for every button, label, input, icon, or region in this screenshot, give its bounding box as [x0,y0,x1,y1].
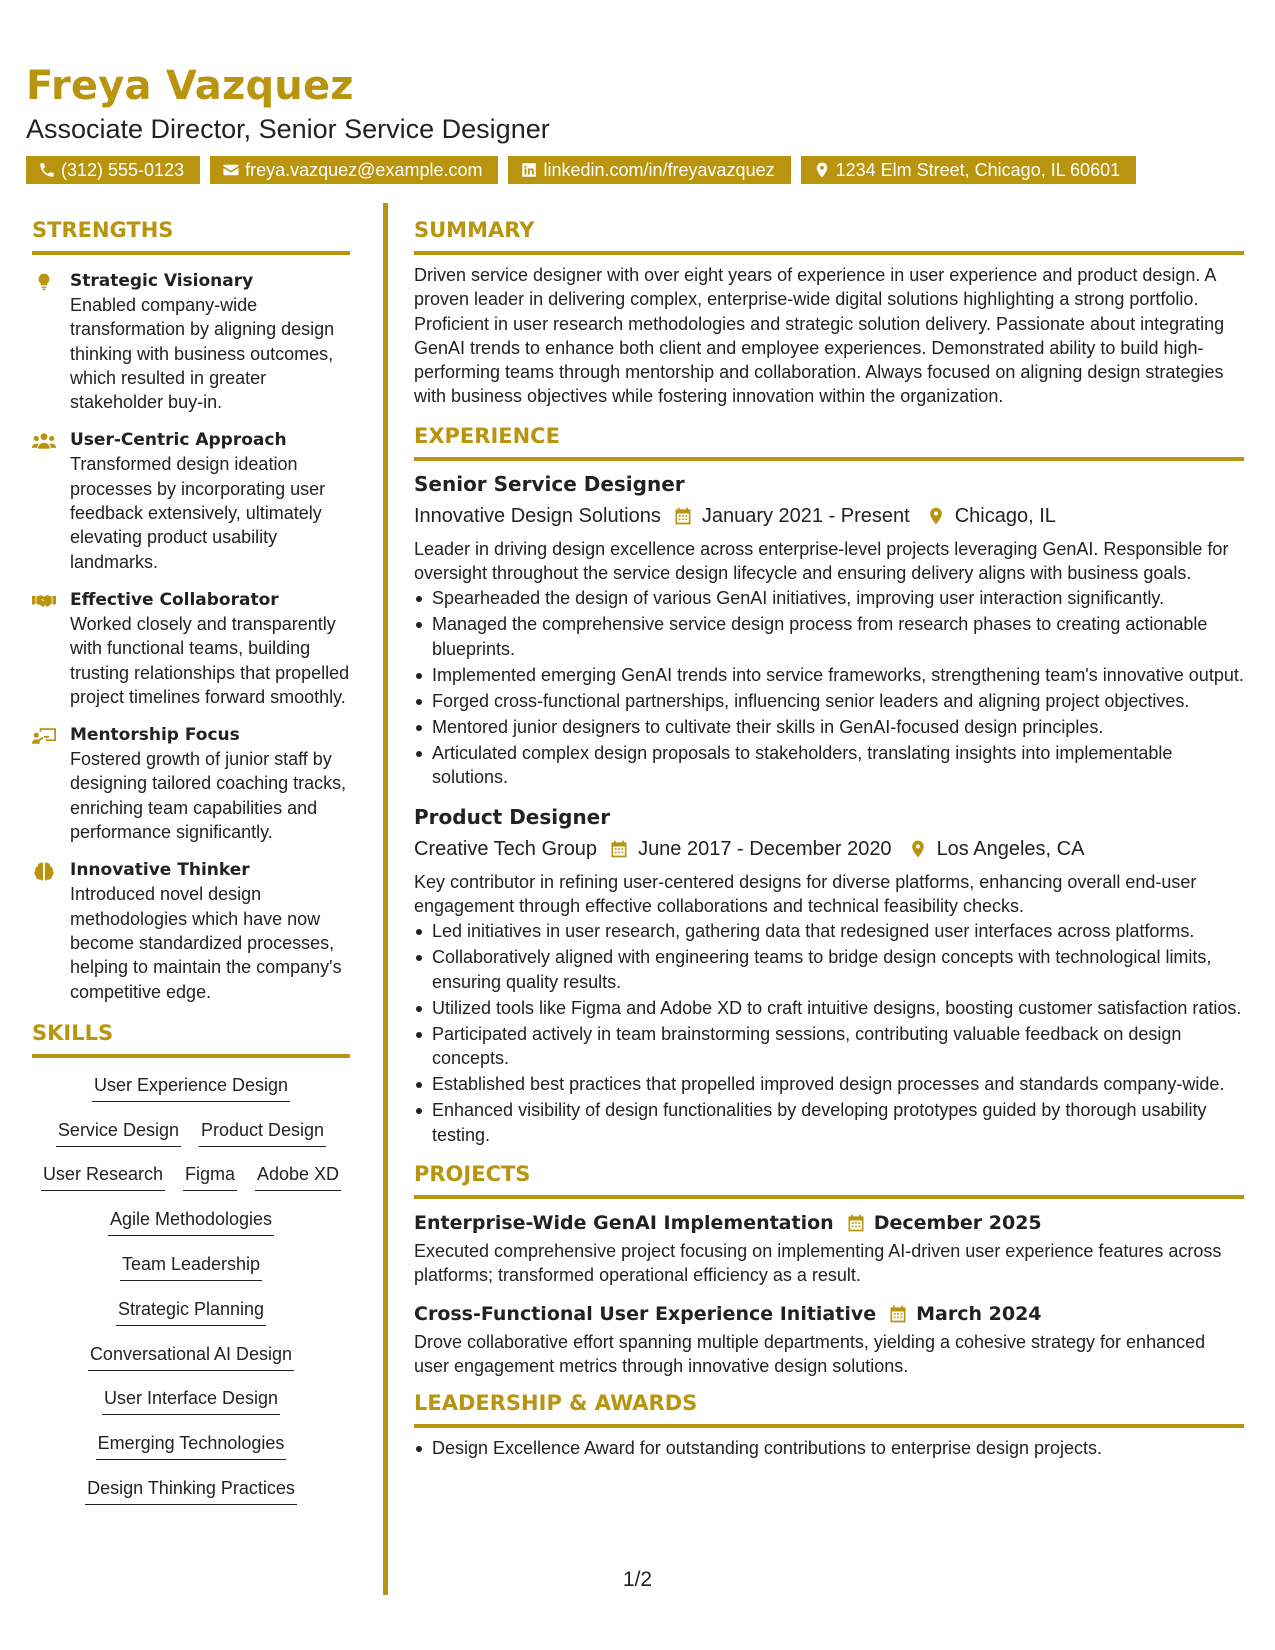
project-description: Executed comprehensive project focusing on implementing AI-driven user experience features across platforms; transformed operational efficiency as a result. [414,1240,1222,1286]
contact-phone-text: (312) 555-0123 [61,160,185,180]
skills-list [32,1072,350,1520]
skill-tag: User Research [41,1161,165,1191]
skill-tag: Conversational AI Design [88,1341,294,1371]
job-bullet: Collaboratively aligned with engineering teams to bridge design concepts with technological limits, ensuring quality results. [414,945,1244,994]
project-description: Drove collaborative effort spanning multiple departments, yielding a cohesive strategy for enhanced user engagement metrics through innovative design solutions. [414,1331,1206,1376]
chalkboard-teacher-icon [32,726,56,746]
brain-icon [32,861,56,881]
skill-tag: Service Design [56,1117,181,1147]
strength-item [32,858,350,1003]
job-bullet: Forged cross-functional partnerships, influencing senior leaders and aligning project objectives. [414,689,1244,713]
strength-item [32,723,350,844]
strength-desc: Transformed design ideation processes by incorporating user feedback extensively, ultimately elevating product usability landmarks. [70,454,326,572]
left-column [32,215,350,1520]
contact-address-text: 1234 Elm Street, Chicago, IL 60601 [835,160,1121,180]
calendar-icon [888,1304,908,1324]
skill-tag: Figma [183,1161,237,1191]
strength-desc: Fostered growth of junior staff by designing tailored coaching tracks, enriching team capabilities and performance significantly. [70,749,347,843]
job-bullets [414,586,1244,789]
strength-desc: Worked closely and transparently with functional teams, building trusting relationships that propelled project timelines forward smoothly. [70,613,350,707]
strength-title: Effective Collaborator [70,589,279,610]
job-bullet: Led initiatives in user research, gathering data that redesigned user interfaces across platforms. [414,919,1244,943]
job-description: Leader in driving design excellence across enterprise-level projects leveraging GenAI. Responsible for oversight throughout the service design lifecycle and ensuring delivery aligns with business goals. [414,538,1229,584]
project-title: Cross-Functional User Experience Initiative [414,1302,877,1325]
column-divider [383,203,388,1595]
job-description: Key contributor in refining user-centered designs for diverse platforms, enhancing overall end-user engagement through effective collaborations and technical feasibility checks. [414,871,1197,917]
calendar-icon [609,839,629,859]
skill-tag: Product Design [199,1117,326,1147]
map-pin-icon [926,506,946,526]
projects-heading: PROJECTS [414,1159,1244,1199]
strength-item [32,269,350,414]
skill-tag: Agile Methodologies [108,1206,274,1236]
lightbulb-icon [32,272,56,292]
contact-linkedin[interactable] [508,156,790,184]
experience-heading: EXPERIENCE [414,421,1244,461]
job-location: Chicago, IL [954,504,1056,527]
strength-title: Innovative Thinker [70,860,250,881]
skill-tag: Adobe XD [255,1161,341,1191]
calendar-icon [673,506,693,526]
job-meta [414,834,1244,864]
job-title: Product Designer [414,804,611,829]
calendar-icon [846,1213,866,1233]
strength-desc: Introduced novel design methodologies which have now become standardized processes, helping to maintain the company's competitive edge. [70,884,342,1002]
contact-address[interactable] [801,156,1137,184]
skill-tag: User Interface Design [102,1385,280,1415]
strength-item [32,588,350,709]
strength-title: Mentorship Focus [70,725,240,746]
job-bullet: Utilized tools like Figma and Adobe XD to craft intuitive designs, boosting customer satisfaction ratios. [414,996,1244,1020]
job-title: Senior Service Designer [414,471,685,496]
envelope-icon [222,161,240,179]
job-company: Innovative Design Solutions [414,504,661,527]
skill-tag: Strategic Planning [116,1296,266,1326]
job-dates: June 2017 - December 2020 [638,837,892,860]
job-bullet: Spearheaded the design of various GenAI initiatives, improving user interaction significantly. [414,586,1244,610]
resume-header [26,60,1256,184]
strength-title: Strategic Visionary [70,271,254,291]
project-header [414,1298,1244,1330]
job-location: Los Angeles, CA [936,837,1085,860]
strength-item [32,428,350,573]
skill-tag: User Experience Design [92,1072,290,1102]
candidate-title: Associate Director, Senior Service Designer [26,114,550,144]
job-bullet: Mentored junior designers to cultivate their skills in GenAI-focused design principles. [414,715,1244,739]
skill-tag: Emerging Technologies [96,1430,287,1460]
summary-heading: SUMMARY [414,215,1244,255]
contact-linkedin-text: linkedin.com/in/freyavazquez [543,160,775,180]
page-number: 1/2 [622,1568,653,1591]
project-title: Enterprise-Wide GenAI Implementation [414,1211,834,1234]
strength-title: User-Centric Approach [70,430,287,451]
leadership-list [414,1436,1244,1460]
skills-heading: SKILLS [32,1018,350,1058]
project-entry [414,1298,1244,1379]
project-date: December 2025 [873,1211,1042,1234]
map-pin-icon [813,161,831,179]
users-icon [32,431,56,451]
job-bullet: Enhanced visibility of design functionalities by developing prototypes guided by thorough usability testing. [414,1098,1244,1147]
linkedin-icon [520,161,538,179]
handshake-icon [32,591,56,611]
job-entry [414,802,1244,1147]
job-bullet: Participated actively in team brainstorming sessions, contributing valuable feedback on design concepts. [414,1022,1244,1071]
phone-icon [38,161,56,179]
leadership-item: Design Excellence Award for outstanding contributions to enterprise design projects. [414,1436,1244,1460]
job-bullets [414,919,1244,1147]
project-date: March 2024 [916,1302,1042,1325]
project-header [414,1207,1244,1239]
job-company: Creative Tech Group [414,837,598,860]
strength-desc: Enabled company-wide transformation by aligning design thinking with business outcomes, which resulted in greater stakeholder buy-in. [70,295,335,413]
contact-phone[interactable] [26,156,200,184]
job-entry [414,469,1244,790]
skill-tag: Design Thinking Practices [85,1475,297,1505]
job-bullet: Articulated complex design proposals to stakeholders, translating insights into implementable solutions. [414,741,1244,790]
right-column [414,215,1244,1462]
job-dates: January 2021 - Present [701,504,910,527]
contact-bar [26,156,1256,184]
map-pin-icon [908,839,928,859]
project-entry [414,1207,1244,1288]
job-bullet: Established best practices that propelled improved design processes and standards company-wide. [414,1072,1244,1096]
contact-email-text: freya.vazquez@example.com [245,160,483,180]
contact-email[interactable] [210,156,498,184]
job-meta [414,501,1244,531]
summary-text: Driven service designer with over eight years of experience in user experience and product design. A proven leader in delivering complex, enterprise-wide digital solutions highlighting a strong portfolio. Proficient in user research methodologies and strategic solution delivery. Passionate about integrating GenAI trends to enhance both client and employee experiences. Demonstrated ability to build high-performing teams through mentorship and collaboration. Always focused on aligning design strategies with business objectives while fostering innovation within the organization. [414,265,1225,407]
strengths-heading: STRENGTHS [32,215,350,255]
leadership-heading: LEADERSHIP & AWARDS [414,1388,1244,1428]
job-bullet: Implemented emerging GenAI trends into service frameworks, strengthening team's innovative output. [414,663,1244,687]
job-bullet: Managed the comprehensive service design process from research phases to creating actionable blueprints. [414,612,1244,661]
candidate-name: Freya Vazquez [26,63,354,109]
skill-tag: Team Leadership [120,1251,262,1281]
